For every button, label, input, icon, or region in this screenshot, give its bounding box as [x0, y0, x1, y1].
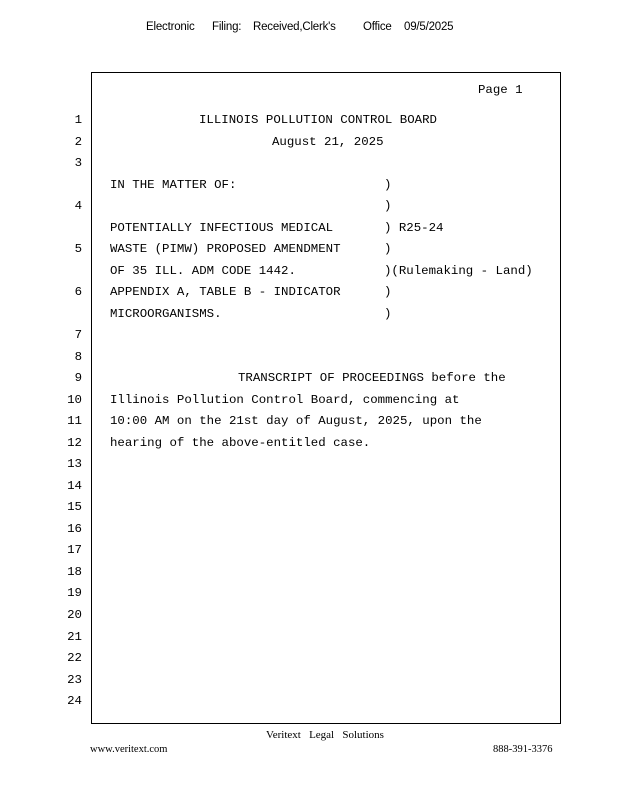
- footer-company: Veritext Legal Solutions: [266, 729, 384, 741]
- line-number: 20: [67, 608, 82, 622]
- transcript-line: Illinois Pollution Control Board, commencing at: [110, 393, 460, 407]
- board-title: ILLINOIS POLLUTION CONTROL BOARD: [199, 113, 437, 127]
- caption-paren: ): [384, 178, 392, 192]
- line-number: 14: [67, 479, 82, 493]
- filing-stamp-header: [0, 21, 618, 35]
- caption-paren: ): [384, 242, 392, 256]
- case-number: ) R25-24: [384, 221, 444, 235]
- line-number: 24: [67, 694, 82, 708]
- caption-line: WASTE (PIMW) PROPOSED AMENDMENT: [110, 242, 341, 256]
- caption-paren: ): [384, 199, 392, 213]
- line-number: 22: [67, 651, 82, 665]
- header-electronic: Electronic: [146, 21, 195, 33]
- footer-phone: 888-391-3376: [493, 744, 553, 755]
- line-number: 10: [67, 393, 82, 407]
- header-filing: Filing:: [212, 21, 242, 33]
- rulemaking-type: )(Rulemaking - Land): [384, 264, 533, 278]
- line-number: 5: [74, 242, 82, 256]
- page-label: Page 1: [478, 83, 523, 97]
- caption-line: POTENTIALLY INFECTIOUS MEDICAL: [110, 221, 334, 235]
- line-number: 6: [74, 285, 82, 299]
- line-number: 12: [67, 436, 82, 450]
- transcript-line: hearing of the above-entitled case.: [110, 436, 371, 450]
- caption-line: OF 35 ILL. ADM CODE 1442.: [110, 264, 296, 278]
- line-number: 2: [74, 135, 82, 149]
- caption-line: APPENDIX A, TABLE B - INDICATOR: [110, 285, 341, 299]
- line-number: 7: [74, 328, 82, 342]
- footer-website: www.veritext.com: [90, 744, 168, 755]
- line-number: 9: [74, 371, 82, 385]
- line-number: 19: [67, 586, 82, 600]
- caption-paren: ): [384, 285, 392, 299]
- line-number: 21: [67, 630, 82, 644]
- caption-paren: ): [384, 307, 392, 321]
- line-number: 16: [67, 522, 82, 536]
- header-received: Received,Clerk's: [253, 21, 336, 33]
- line-number: 23: [67, 673, 82, 687]
- line-number: 13: [67, 457, 82, 471]
- line-number: 1: [74, 113, 82, 127]
- line-number: 18: [67, 565, 82, 579]
- transcript-line: 10:00 AM on the 21st day of August, 2025, upon the: [110, 414, 482, 428]
- header-date: 09/5/2025: [404, 21, 454, 33]
- caption-matter: IN THE MATTER OF:: [110, 178, 237, 192]
- line-number: 3: [74, 156, 82, 170]
- transcript-line: TRANSCRIPT OF PROCEEDINGS before the: [238, 371, 506, 385]
- line-number: 11: [67, 414, 82, 428]
- line-number: 4: [74, 199, 82, 213]
- caption-line: MICROORGANISMS.: [110, 307, 222, 321]
- line-number: 17: [67, 543, 82, 557]
- hearing-date: August 21, 2025: [272, 135, 384, 149]
- line-number: 8: [74, 350, 82, 364]
- line-number: 15: [67, 500, 82, 514]
- header-office: Office: [363, 21, 392, 33]
